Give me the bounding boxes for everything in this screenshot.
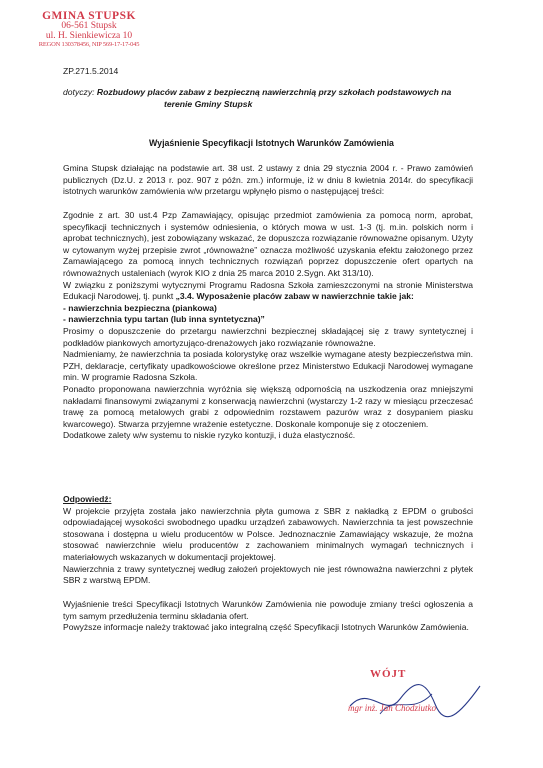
surface-item-2: - nawierzchnia typu tartan (lub inna syntetyczna)” — [63, 314, 265, 325]
answer-section — [63, 494, 473, 587]
letter-paragraph-2-bold: „3.4. Wyposażenie placów zabaw w nawierzchnie takie jak: — [175, 291, 414, 302]
closing-paragraph-2: Powyższe informacje należy traktować jako integralną część Specyfikacji Istotnych Warunków Zamówienia. — [63, 622, 469, 633]
stamp-name: GMINA STUPSK — [42, 10, 136, 22]
municipality-stamp — [14, 10, 164, 49]
intro-paragraph — [63, 163, 473, 198]
closing-section — [63, 599, 473, 634]
letter-paragraph-1: Zgodnie z art. 30 ust.4 Pzp Zamawiający, opisując przedmiot zamówienia za pomocą norm, aprobat, specyfikacji technicznych i systemów odniesienia, o których mowa w ust. 1-3 (tj. m.in. polskich norm i aprobat technicznych), jest zobowiązany wskazać, że dopuszcza rozwiązanie równoważne opisanym. Użyty w cytowanym wyżej przepisie zwrot „równoważne” oznacza możliwość uzyskania efektu założonego przez Zamawiającego za pomocą innych technicznych rozwiązań poprzez dopuszczenie ofert opartych na równoważnych ustaleniach (wyrok KIO z dnia 25 marca 2010 2.Sygn. Akt 313/10). — [63, 210, 473, 278]
surface-item-1: - nawierzchnia bezpieczna (piankowa) — [63, 302, 217, 313]
stamp-street: ul. H. Sienkiewicza 10 — [45, 31, 133, 42]
signature-name: mgr inż. Jan Chodziutko — [348, 703, 437, 713]
stamp-ids: REGON 130378456, NIP 569-17-17-045 — [38, 41, 140, 48]
answer-paragraph-2: Nawierzchnia z trawy syntetycznej według założeń projektowych nie jest równoważna nawierzchni z płytek SBR z warstwą EPDM. — [63, 563, 473, 586]
letter-paragraph-5: Ponadto proponowana nawierzchnia wyróżnia się większą odpornością na uszkodzenia oraz mniejszymi nakładami finansowymi związanymi z konserwacją nawierzchni (wystarczy 1-2 razy w miesiącu przeczesać trawę za pomocą metalowych grabi z odpowiednim rozstawem pazurów wraz z dosypaniem piasku kwarcowego). Stwarza przyjemne wrażenie estetyczne. Doskonale komponuje się z otoczeniem. — [63, 383, 473, 429]
reference-number: ZP.271.5.2014 — [63, 66, 119, 76]
answer-paragraph-1: W projekcie przyjęta została jako nawierzchnia płyta gumowa z SBR z nakładką z EPDM o grubości odpowiadającej wysokości swobodnego upadku urządzeń zabawowych. Nawierzchnia ta jest powszechnie stosowana i dostępna u wielu producentów w Polsce. Jednoznacznie Zamawiający wskazuje, że można stosować nawierzchnie wielu producentów z zachowaniem minimalnych wymagań technicznych i materiałowych wskazanych w dokumentacji projektowej. — [63, 505, 473, 562]
subject-line-2: terenie Gminy Stupsk — [164, 99, 253, 109]
signature-mark — [340, 664, 490, 724]
letter-paragraph-2-text: W związku z poniższymi wytycznymi Programu Radosna Szkoła zamieszczonymi na stronie Ministerstwa Edukacji Narodowej, tj. punkt — [63, 279, 473, 302]
document-title: Wyjaśnienie Specyfikacji Istotnych Warunków Zamówienia — [149, 138, 394, 148]
letter-paragraph-3: Prosimy o dopuszczenie do przetargu nawierzchni bezpiecznej składającej się z trawy syntetycznej i podkładów piankowych amortyzująco-drenażowych jako rozwiązanie równoważne. — [63, 325, 473, 348]
subject-label: dotyczy: — [63, 87, 95, 97]
signature-title: WÓJT — [370, 668, 407, 680]
stamp-postal: 06-561 Stupsk — [61, 21, 117, 32]
letter-paragraph-2 — [63, 280, 473, 303]
letter-paragraph-6: Dodatkowe zalety w/w systemu to niskie ryzyko kontuzji, i duża elastyczność. — [63, 430, 356, 441]
subject-block — [63, 86, 483, 110]
letter-paragraph-4: Nadmieniamy, że nawierzchnia ta posiada kolorystykę oraz wszelkie wymagane atesty bezpieczeństwa min. PZH, deklaracje, certyfikaty upadkowościowe określone przez Ministerstwo Edukacji Narodowej wymagane min. W programie Radosna Szkoła. — [63, 349, 473, 383]
answer-label: Odpowiedź: — [63, 494, 112, 504]
intro-text: Gmina Stupsk działając na podstawie art. 38 ust. 2 ustawy z dnia 29 stycznia 2004 r. - Prawo zamówień publicznych (Dz.U. z 2013 r. poz. 907 z późn. zm.) informuje, iż w dniu 8 kwietnia 2014r. do specyfikacji istotnych warunków zamówienia w/w przetargu wpłynęło pismo o następującej treści: — [63, 163, 473, 197]
closing-paragraph-1: Wyjaśnienie treści Specyfikacji Istotnych Warunków Zamówienia nie powoduje zmiany treści ogłoszenia a tym samym przedłużenia terminu składania ofert. — [63, 599, 473, 621]
letter-section — [63, 210, 473, 442]
subject-line-1: Rozbudowy placów zabaw z bezpieczną nawierzchnią przy szkołach podstawowych na — [96, 87, 452, 97]
